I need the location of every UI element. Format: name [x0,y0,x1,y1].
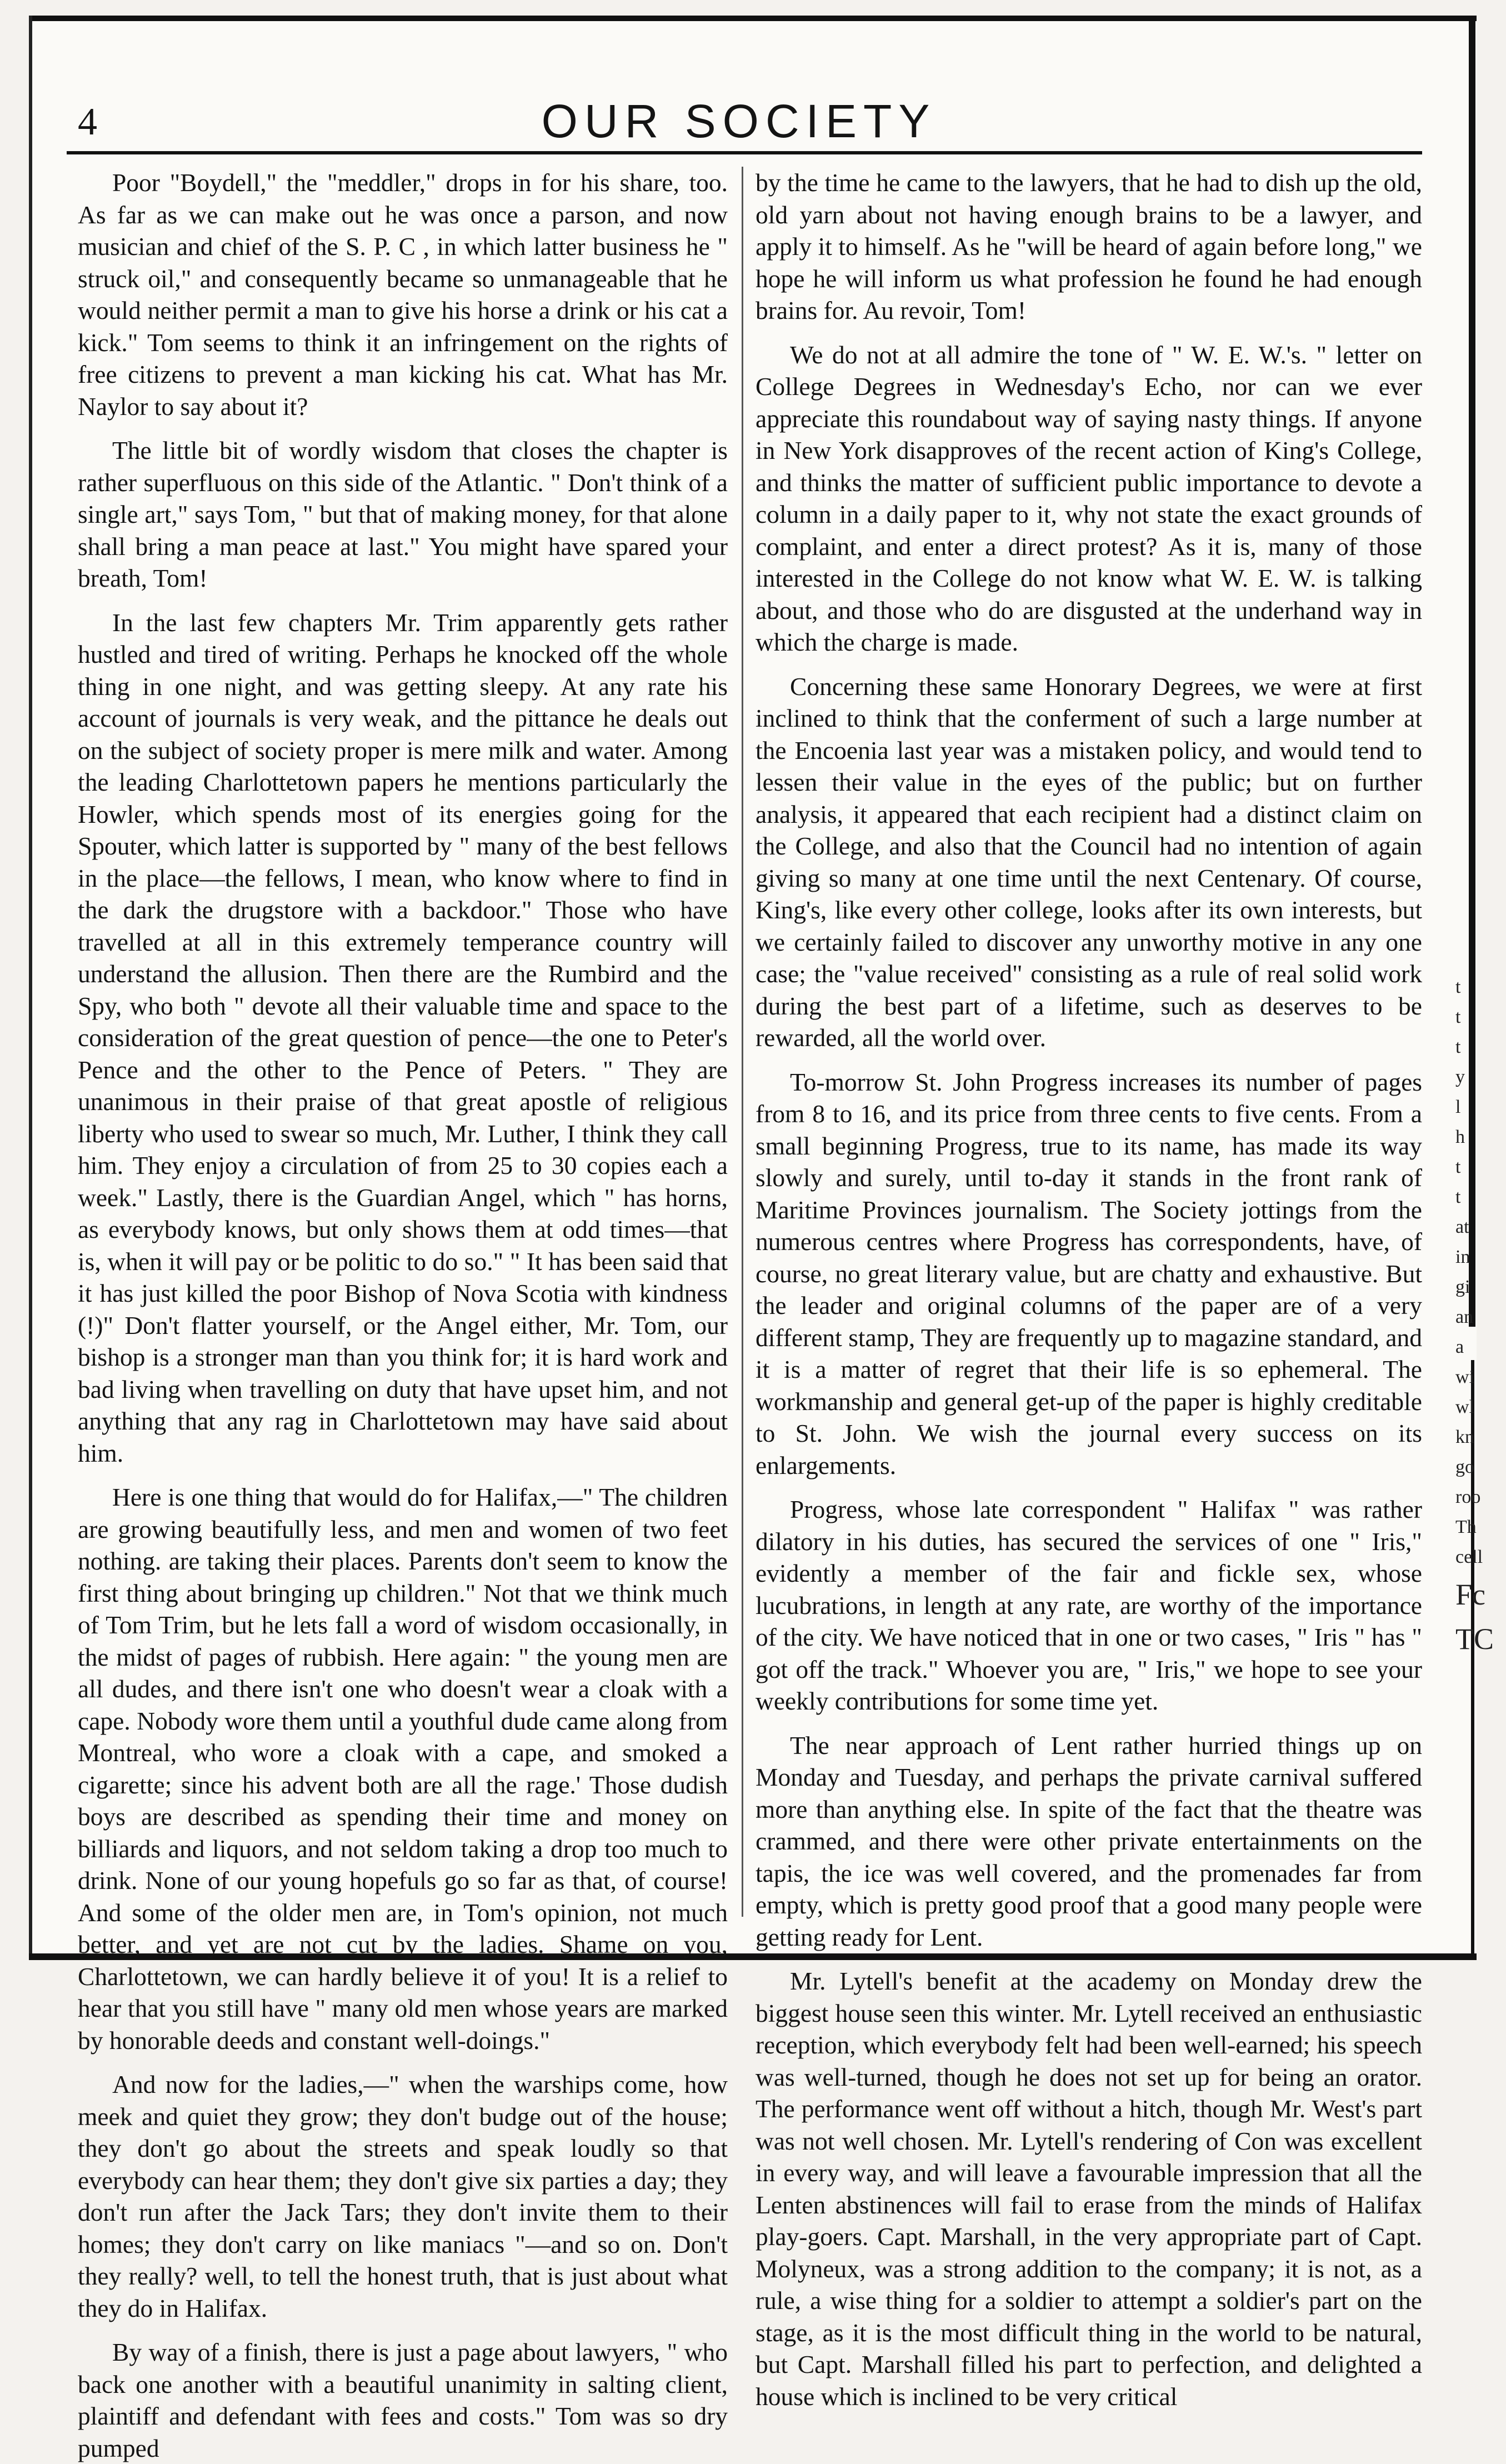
article-paragraph: Mr. Lytell's benefit at the academy on Monday drew the biggest house seen this winter. Mr. Lytell received an enthusiastic reception, which everybody felt had been well-earned; his speech was well-turned, though he does not set up for being an orator. The performance went off without a hitch, though Mr. West's part was not well chosen. Mr. Lytell's rendering of Con was excellent in every way, and will leave a favourable impression that all the Lenten abstinences will fail to erase from the minds of Halifax play-goers. Capt. Marshall, in the very appropriate part of Capt. Molyneux, was a strong addition to the company; it is not, as a rule, a wise thing for a soldier to attempt a soldier's part on the stage, as it is the most difficult thing in the world to be natural, but Capt. Marshall filled his part to perfection, and delighted a house which is inclined to be very critical [755,1967,1422,2411]
adjacent-page-margin-fragments [1455,972,1500,1750]
margin-fragment: an [1455,1307,1474,1327]
article-paragraph: We do not at all admire the tone of " W. E. W.'s. " letter on College Degrees in Wednesday's Echo, nor can we ever appreciate this roundabout way of saying nasty things. If anyone in New York disapproves of the recent action of King's College, and thinks the matter of sufficient public importance to devote a column in a daily paper to it, why not state the exact grounds of complaint, and enter a direct protest? As it is, many of those interested in the College do not know what W. E. W. is talking about, and those who do are disgusted at the underhand way in which the charge is made. [755,340,1422,656]
top-border-rule [29,16,1477,21]
article-paragraph: In the last few chapters Mr. Trim apparently gets rather hustled and tired of writing. Perhaps he knocked off the whole thing in one night, and was getting sleepy. At any rate his account of journals is very weak, and the pittance he deals out on the subject of society proper is mere milk and water. Among the leading Charlottetown papers he mentions particularly the Howler, which spends most of its energies going for the Spouter, which latter is supported by " many of the best fellows in the place—the fellows, I mean, who know where to find in the dark the drugstore with a backdoor." Those who have travelled at all in this extremely temperance country will understand the allusion. Then there are the Rumbird and the Spy, who both " devote all their valuable time and space to the consideration of the great question of pence—the one to Peter's Pence and the other to the Pence of Peters. " They are unanimous in their praise of that great apostle of religious liberty who used to swear so much, Mr. Luther, I think they call him. They enjoy a circulation of from 25 to 30 copies each a week." Lastly, there is the Guardian Angel, which " has horns, as everybody knows, but only shows them at odd times—that is, when it will pay or be politic to do so." " It has been said that it has just killed the poor Bishop of Nova Scotia with kindness (!)" Don't flatter yourself, or the Angel either, Mr. Tom, our bishop is a stronger man than you think for; it is hard work and bad living when travelling on duty that have upset him, and not anything that any rag in Charlottetown may have said about him. [78,608,728,1467]
margin-fragment: go [1455,1457,1474,1477]
column-divider [742,167,743,1917]
margin-fragment: wi [1455,1367,1474,1387]
margin-fragment: roo [1455,1487,1481,1507]
margin-fragment: Th [1455,1517,1477,1537]
margin-fragment: gi [1455,1277,1470,1297]
margin-fragment: t [1455,1187,1461,1207]
page-title: OUR SOCIETY [541,95,937,147]
article-paragraph: By way of a finish, there is just a page about lawyers, " who back one another with a beautiful unanimity in salting client, plaintiff and defendant with fees and costs." Tom was so dry pumped [78,2338,728,2462]
margin-fragment: cell [1455,1547,1483,1567]
article-paragraph: Concerning these same Honorary Degrees, we were at first inclined to think that the conferment of such a large number at the Encoenia last year was a mistaken policy, and would tend to lessen their value in the eyes of the public; but on further analysis, it appeared that each recipient had a distinct claim on the College, and also that the Council had no intention of again giving so many at one time until the next Centenary. Of course, King's, like every other college, looks after its own interests, but we certainly failed to discover any unworthy motive in any one case; the "value received" consisting as a rule of real solid work during the best part of a lifetime, such as deserves to be rewarded, all the world over. [755,672,1422,1052]
margin-fragment: at [1455,1217,1469,1237]
margin-fragment: l [1455,1097,1461,1117]
margin-fragment: h [1455,1127,1465,1147]
margin-fragment: t [1455,1157,1461,1177]
article-paragraph: Progress, whose late correspondent " Halifax " was rather dilatory in his duties, has secured the services of one " Iris," evidently a member of the fair and fickle sex, whose lucubrations, in length at any rate, are worthy of the importance of the city. We have noticed that in one or two cases, " Iris " has " got off the track." Whoever you are, " Iris," we hope to see your weekly contributions for some time yet. [755,1495,1422,1715]
page-header [44,83,1433,156]
margin-fragment: Fc [1455,1578,1485,1611]
article-paragraph: The near approach of Lent rather hurried things up on Monday and Tuesday, and perhaps the private carnival suffered more than anything else. In spite of the fact that the theatre was crammed, and there were other private entertainments on the tapis, the ice was well covered, and the promenades far from empty, which is pretty good proof that a good many people were getting ready for Lent. [755,1731,1422,1951]
left-border-rule [29,16,32,1960]
article-paragraph: The little bit of wordly wisdom that closes the chapter is rather superfluous on this side of the Atlantic. " Don't think of a single art," says Tom, " but that of making money, for that alone shall bring a man peace at last." You might have spared your breath, Tom! [78,436,728,592]
margin-fragment: TC [1455,1622,1494,1656]
margin-fragment: t [1455,1037,1461,1057]
left-column [78,167,728,2462]
article-paragraph: Poor "Boydell," the "meddler," drops in for his share, too. As far as we can make out he was once a parson, and now musician and chief of the S. P. C , in which latter business he " struck oil," and consequently became so unmanageable that he would neither permit a man to give his horse a drink or his cat a kick." Tom seems to think it an infringement on the rights of free citizens to prevent a man kicking his cat. What has Mr. Naylor to say about it? [78,168,728,421]
margin-fragment: y [1455,1067,1465,1087]
margin-fragment: kn [1455,1427,1474,1447]
article-paragraph: Here is one thing that would do for Halifax,—" The children are growing beautifully less, and men and women of two feet nothing. are taking their places. Parents don't seem to know the first thing about bringing up children." Not that we think much of Tom Trim, but he lets fall a word of wisdom occasionally, in the midst of pages of rubbish. Here again: " the young men are all dudes, and there isn't one who doesn't wear a cloak with a cape. Nobody wore them until a youthful dude came along from Montreal, who wore a cloak with a cape, and smoked a cigarette; since his advent both are all the rage.' Those dudish boys are described as spending their time and money on billiards and liquors, and not seldom taking a drop too much to drink. None of our young hopefuls go so far as that, of course! And some of the older men are, in Tom's opinion, not much better, and yet are not cut by the ladies. Shame on you, Charlottetown, we can hardly believe it of you! It is a relief to hear that you still have " many old men whose years are marked by honorable deeds and constant well-doings." [78,1483,728,2055]
header-rule [67,151,1422,154]
article-paragraph: by the time he came to the lawyers, that he had to dish up the old, old yarn about not having enough brains to be a lawyer, and apply it to himself. As he "will be heard of again before long," we hope he will inform us what profession he found he had enough brains for. Au revoir, Tom! [755,168,1422,324]
margin-fragment: t [1455,977,1461,997]
page-number: 4 [78,101,97,143]
margin-fragment: wl [1455,1397,1474,1417]
article-paragraph: To-morrow St. John Progress increases its number of pages from 8 to 16, and its price from three cents to five cents. From a small beginning Progress, true to its name, has made its way slowly and surely, until to-day it stands in the front rank of Maritime Provinces journalism. The Society jottings from the numerous centres where Progress has correspondents, have, of course, no great literary value, but are chatty and exhaustive. But the leader and original columns of the paper are of a very different stamp, They are frequently up to magazine standard, and it is a matter of regret that their life is so ephemeral. The workmanship and general get-up of the paper is highly creditable to St. John. We wish the journal every success on its enlargements. [755,1067,1422,1480]
margin-fragment: a [1455,1337,1464,1357]
article-paragraph: And now for the ladies,—" when the warships come, how meek and quiet they grow; they don't budge out of the house; they don't go about the streets and speak loudly so that everybody can hear them; they don't give six parties a day; they don't run after the Jack Tars; they don't invite them to their homes; they don't carry on like maniacs "—and so on. Don't they really? well, to tell the honest truth, that is just about what they do in Halifax. [78,2070,728,2322]
margin-fragment: t [1455,1007,1461,1027]
margin-fragment: in [1455,1247,1470,1267]
right-column [755,167,1422,2411]
